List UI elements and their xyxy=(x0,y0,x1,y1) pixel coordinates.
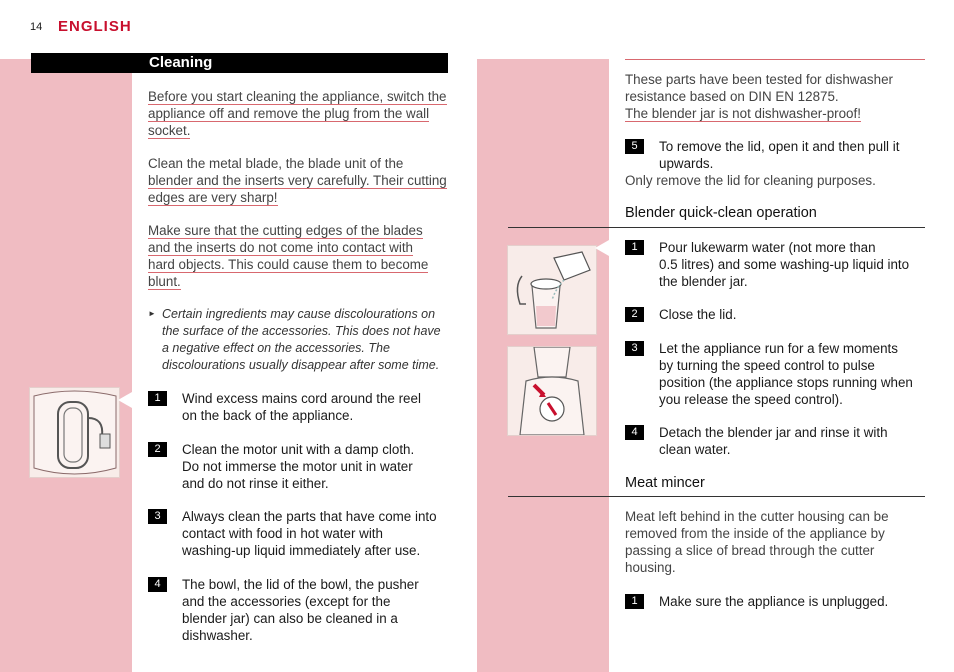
step-line: you release the speed control). xyxy=(659,392,843,407)
section-title: Cleaning xyxy=(149,54,213,71)
warning-line: Clean the metal blade, the blade unit of the xyxy=(148,156,404,171)
top-divider xyxy=(625,59,925,60)
warning-sharp-blades xyxy=(148,155,448,206)
language-heading: ENGLISH xyxy=(58,18,132,35)
quick-clean-rule xyxy=(508,227,925,228)
note-line: Certain ingredients may cause discolourations on xyxy=(162,307,436,321)
step-line: Detach the blender jar and rinse it with xyxy=(659,425,888,440)
warning-line: hard objects. This could cause them to become xyxy=(148,257,429,272)
blender-run-drawing xyxy=(508,347,596,435)
warning-line: blunt. xyxy=(148,274,181,289)
pointer-triangle xyxy=(595,240,609,256)
step-line: upwards. xyxy=(659,156,714,171)
step-line: clean water. xyxy=(659,442,731,457)
meat-mincer-heading: Meat mincer xyxy=(625,475,705,491)
step-line: by turning the speed control to pulse xyxy=(659,358,875,373)
warning-line: and the inserts do not come into contact with xyxy=(148,240,413,255)
dishwasher-warning: The blender jar is not dishwasher-proof! xyxy=(625,106,861,121)
step-line: Clean the motor unit with a damp cloth. xyxy=(182,442,415,457)
section-title-bar xyxy=(31,53,448,73)
step-number-badge: 2 xyxy=(625,307,644,322)
step-line: Close the lid. xyxy=(659,307,737,322)
step-line: the blender jar. xyxy=(659,274,748,289)
warning-line: Before you start cleaning the appliance, switch the xyxy=(148,89,447,104)
left-sidebar xyxy=(0,59,132,672)
blender-pour-illustration xyxy=(507,245,597,335)
step-number-badge: 4 xyxy=(148,577,167,592)
step-line: Make sure the appliance is unplugged. xyxy=(659,594,889,609)
step-line: Do not immerse the motor unit in water xyxy=(182,459,413,474)
step-line: position (the appliance stops running when xyxy=(659,375,913,390)
step-text xyxy=(659,138,929,172)
warning-hard-objects xyxy=(148,222,448,290)
step-number-badge: 4 xyxy=(625,425,644,440)
intro-line: These parts have been tested for dishwasher xyxy=(625,72,893,87)
step-line: Always clean the parts that have come into xyxy=(182,509,437,524)
step-number-badge: 1 xyxy=(148,391,167,406)
mincer-line: housing. xyxy=(625,560,676,575)
step-number-badge: 3 xyxy=(625,341,644,356)
step-text xyxy=(659,593,934,610)
step-line: Pour lukewarm water (not more than xyxy=(659,240,876,255)
lid-note: Only remove the lid for cleaning purposes. xyxy=(625,173,876,188)
step-text xyxy=(659,306,934,323)
warning-line: appliance off and remove the plug from the wall xyxy=(148,106,430,121)
step-text xyxy=(182,441,452,492)
page-number: 14 xyxy=(30,21,43,33)
mincer-description xyxy=(625,508,925,576)
warning-line: blender and the inserts very carefully. Their cutting xyxy=(148,173,447,188)
step-text xyxy=(182,508,452,559)
step-line: 0.5 litres) and some washing-up liquid into xyxy=(659,257,910,272)
step-number-badge: 5 xyxy=(625,139,644,154)
quick-clean-heading: Blender quick-clean operation xyxy=(625,205,817,221)
warning-line: socket. xyxy=(148,123,191,138)
meat-mincer-rule xyxy=(508,496,925,497)
step-text xyxy=(659,340,934,408)
step-line: and the accessories (except for the xyxy=(182,594,391,609)
blender-run-illustration xyxy=(507,346,597,436)
step-line: The bowl, the lid of the bowl, the pusher xyxy=(182,577,419,592)
mincer-line: Meat left behind in the cutter housing can be xyxy=(625,509,889,524)
warning-switch-off xyxy=(148,88,448,139)
warning-line: edges are very sharp! xyxy=(148,190,278,205)
step-line: blender jar) can also be cleaned in a xyxy=(182,611,398,626)
step-text xyxy=(659,239,934,290)
step-line: contact with food in hot water with xyxy=(182,526,383,541)
pointer-triangle xyxy=(118,392,132,408)
step-number-badge: 1 xyxy=(625,240,644,255)
note-line: the surface of the accessories. This does not have xyxy=(162,324,441,338)
blender-pour-drawing xyxy=(508,246,596,334)
step-line: Let the appliance run for a few moments xyxy=(659,341,898,356)
step-text xyxy=(659,424,934,458)
discolouration-note xyxy=(162,306,452,374)
note-line: a negative effect on the accessories. The xyxy=(162,341,390,355)
note-line: discolourations usually disappear after some time. xyxy=(162,358,440,372)
mincer-line: removed from the inside of the appliance by xyxy=(625,526,885,541)
step-number-badge: 2 xyxy=(148,442,167,457)
step-number-badge: 1 xyxy=(625,594,644,609)
step-line: Wind excess mains cord around the reel xyxy=(182,391,421,406)
mincer-line: passing a slice of bread through the cutter xyxy=(625,543,875,558)
step-text xyxy=(182,576,452,644)
step-line: on the back of the appliance. xyxy=(182,408,354,423)
bullet-icon: ► xyxy=(148,309,156,318)
step-text xyxy=(182,390,452,424)
step-line: and do not rinse it either. xyxy=(182,476,329,491)
intro-line: resistance based on DIN EN 12875. xyxy=(625,89,839,104)
cord-reel-illustration xyxy=(29,387,120,478)
step-line: To remove the lid, open it and then pull it xyxy=(659,139,900,154)
cord-reel-drawing xyxy=(30,388,119,477)
step-line: washing-up liquid immediately after use. xyxy=(182,543,421,558)
dishwasher-intro xyxy=(625,71,925,122)
step-line: dishwasher. xyxy=(182,628,253,643)
step-number-badge: 3 xyxy=(148,509,167,524)
warning-line: Make sure that the cutting edges of the blades xyxy=(148,223,423,238)
